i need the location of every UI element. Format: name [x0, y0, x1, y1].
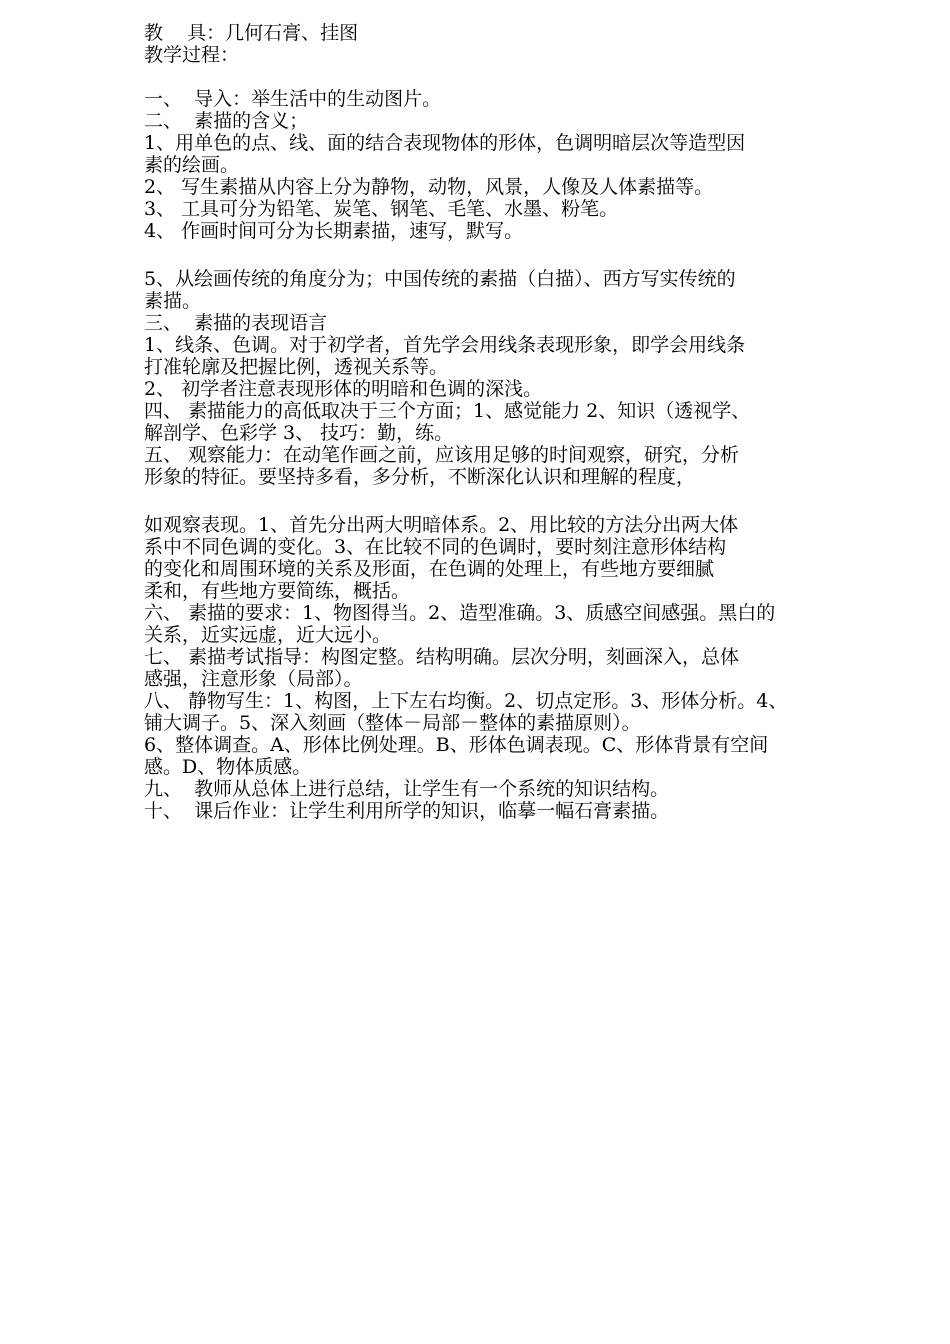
text-line: 形象的特征。要坚持多看，多分析，不断深化认识和理解的程度，: [144, 466, 696, 488]
text-line: 的变化和周围环境的关系及形面，在色调的处理上，有些地方要细腻: [144, 558, 715, 580]
text-line: 七、 素描考试指导：构图定整。结构明确。层次分明，刻画深入，总体: [144, 646, 740, 668]
text-line: 六、 素描的要求：1、物图得当。2、造型准确。3、质感空间感强。黑白的: [144, 602, 776, 624]
text-line: 系中不同色调的变化。3、在比较不同的色调时，要时刻注意形体结构: [144, 536, 727, 558]
text-line: 2、 写生素描从内容上分为静物，动物，风景，人像及人体素描等。: [144, 176, 714, 198]
text-line: 如观察表现。1、首先分出两大明暗体系。2、用比较的方法分出两大体: [144, 514, 739, 536]
text-line: 十、 课后作业：让学生利用所学的知识，临摹一幅石膏素描。: [144, 800, 670, 822]
text-line: 关系，近实远虚，近大远小。: [144, 624, 392, 646]
text-line: 感。D、物体质感。: [144, 756, 312, 778]
text-line: 感强，注意形象（局部）。: [144, 668, 363, 690]
text-line: 四、 素描能力的高低取决于三个方面；1、感觉能力 2、知识（透视学、: [144, 400, 751, 422]
text-line: 柔和，有些地方要简练，概括。: [144, 580, 411, 602]
text-line: 3、 工具可分为铅笔、炭笔、钢笔、毛笔、水墨、粉笔。: [144, 198, 619, 220]
text-line: 素的绘画。: [144, 154, 240, 176]
blank-line: [144, 242, 812, 268]
text-line: 二、 素描的含义；: [144, 110, 309, 132]
text-line: 教 具：几何石膏、挂图: [144, 22, 359, 44]
text-line: 教学过程：: [144, 44, 240, 66]
blank-line: [144, 66, 812, 88]
text-line: 2、 初学者注意表现形体的明暗和色调的深浅。: [144, 378, 543, 400]
text-line: 一、 导入：举生活中的生动图片。: [144, 88, 442, 110]
text-line: 1、用单色的点、线、面的结合表现物体的形体，色调明暗层次等造型因: [144, 132, 746, 154]
text-line: 铺大调子。5、深入刻画（整体－局部－整体的素描原则）。: [144, 712, 641, 734]
text-line: 6、整体调查。A、形体比例处理。B、形体色调表现。C、形体背景有空间: [144, 734, 769, 756]
text-line: 解剖学、色彩学 3、 技巧：勤，练。: [144, 422, 454, 444]
text-line: 5、从绘画传统的角度分为；中国传统的素描（白描）、西方写实传统的: [144, 268, 736, 290]
text-line: 五、 观察能力：在动笔作画之前，应该用足够的时间观察，研究，分析: [144, 444, 740, 466]
text-line: 九、 教师从总体上进行总结，让学生有一个系统的知识结构。: [144, 778, 670, 800]
text-line: 素描。: [144, 290, 202, 312]
text-line: 三、 素描的表现语言: [144, 312, 328, 334]
text-line: 4、 作画时间可分为长期素描，速写，默写。: [144, 220, 524, 242]
text-line: 八、 静物写生：1、构图，上下左右均衡。2、切点定形。3、形体分析。4、: [144, 690, 788, 712]
document-body: [144, 22, 812, 822]
text-line: 1、线条、色调。对于初学者，首先学会用线条表现形象，即学会用线条: [144, 334, 746, 356]
text-line: 打准轮廓及把握比例，透视关系等。: [144, 356, 449, 378]
blank-line: [144, 488, 812, 514]
